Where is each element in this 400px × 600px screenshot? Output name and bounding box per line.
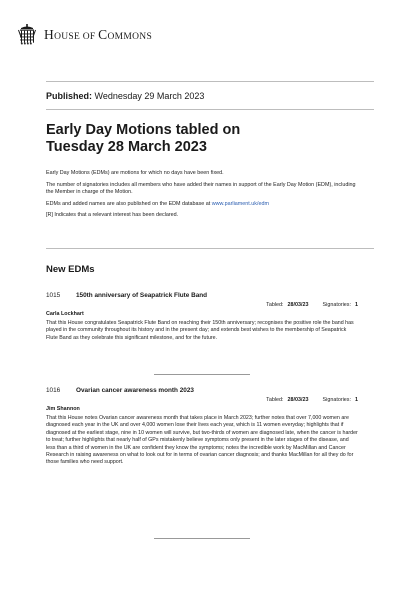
published-date: Wednesday 29 March 2023 <box>94 91 205 101</box>
edm-member-name: Carla Lockhart <box>46 311 84 317</box>
edm-number: 1016 <box>46 387 61 394</box>
intro-paragraph-3 <box>46 201 362 209</box>
tabled-date: 28/03/23 <box>287 397 309 403</box>
edm-heading <box>46 291 358 300</box>
page-title-line-1: Early Day Motions tabled on <box>46 122 241 138</box>
published-label: Published: <box>46 91 93 101</box>
intro-divider <box>46 248 374 249</box>
published-bottom-divider <box>46 109 374 110</box>
brand-initial-h: H <box>44 27 55 42</box>
intro-paragraph-4: [R] Indicates that a relevant interest has been declared. <box>46 212 179 219</box>
signatories-label: Signatories: <box>322 302 351 308</box>
tabled-label: Tabled: <box>266 397 284 403</box>
edm-member-name: Jim Shannon <box>46 406 80 412</box>
edm-meta <box>46 300 358 310</box>
intro-paragraph-3-text: EDMs and added names are also published on the EDM database at <box>46 200 212 207</box>
page-title-line-2: Tuesday 28 March 2023 <box>46 139 207 155</box>
intro-text <box>46 170 362 224</box>
edm-separator <box>154 538 250 539</box>
brand-initial-c: C <box>98 27 108 42</box>
edm-entry-1016 <box>46 386 358 467</box>
intro-paragraph-2: The number of signatories includes all members who have added their names in support of the Early Day Motion (EDM), including the Member in charge of the Motion. <box>46 181 356 196</box>
edm-motion-text: That this House notes Ovarian cancer awareness month that takes place in March 2023; further notes that over 7,000 women are diagnosed each year in the UK and over 4,000 women lose their lives each year, which is 11 women everyday; highlights that if diagnosed at the earliest stage, nine in 10 women will survive, but two-thirds of women are diagnosed late, when the cancer is harder to treat; further highlights that nearly half of GPs mistakenly believe symptoms only present in the later stages of the disease, and less than a third of women in the UK are confident they know the symptoms; notes the incredible work by MacMillan and Cancer Research in raising awareness on what to look out for in terms of ovarian cancer diagnosis; and thanks MacMillan for all they do for those families who need support. <box>46 415 358 466</box>
edm-database-link[interactable]: www.parliament.uk/edm <box>211 200 269 207</box>
edm-title: 150th anniversary of Seapatrick Flute Band <box>76 292 208 299</box>
published-line <box>46 91 204 101</box>
signatories-count: 1 <box>355 302 358 308</box>
edm-motion-text: That this House congratulates Seapatrick Flute Band on reaching their 150th anniversary; recognises the positive role the band has played in the community throughout its history and in the present day; and extends best wishes to the membership of Seapatrick Flute Band as they celebrate this significant milestone, and for the future. <box>46 320 354 341</box>
brand-part-ommons: OMMONS <box>107 32 153 42</box>
edm-number: 1015 <box>46 292 61 299</box>
tabled-date: 28/03/23 <box>287 302 309 308</box>
tabled-label: Tabled: <box>266 302 284 308</box>
page-header <box>18 24 152 46</box>
edm-heading <box>46 386 358 395</box>
signatories-count: 1 <box>355 397 358 403</box>
signatories-label: Signatories: <box>322 397 351 403</box>
edm-separator <box>154 374 250 375</box>
intro-paragraph-1: Early Day Motions (EDMs) are motions for which no days have been fixed. <box>46 170 224 176</box>
portcullis-logo-icon <box>18 24 36 46</box>
brand-part-house-of: OUSE OF <box>54 32 99 42</box>
edm-meta <box>46 395 358 405</box>
published-top-divider <box>46 81 374 82</box>
page-title <box>46 122 366 156</box>
section-title-new-edms: New EDMs <box>46 264 95 275</box>
edm-entry-1015 <box>46 291 358 342</box>
edm-title: Ovarian cancer awareness month 2023 <box>76 387 194 394</box>
brand-wordmark <box>44 27 152 43</box>
